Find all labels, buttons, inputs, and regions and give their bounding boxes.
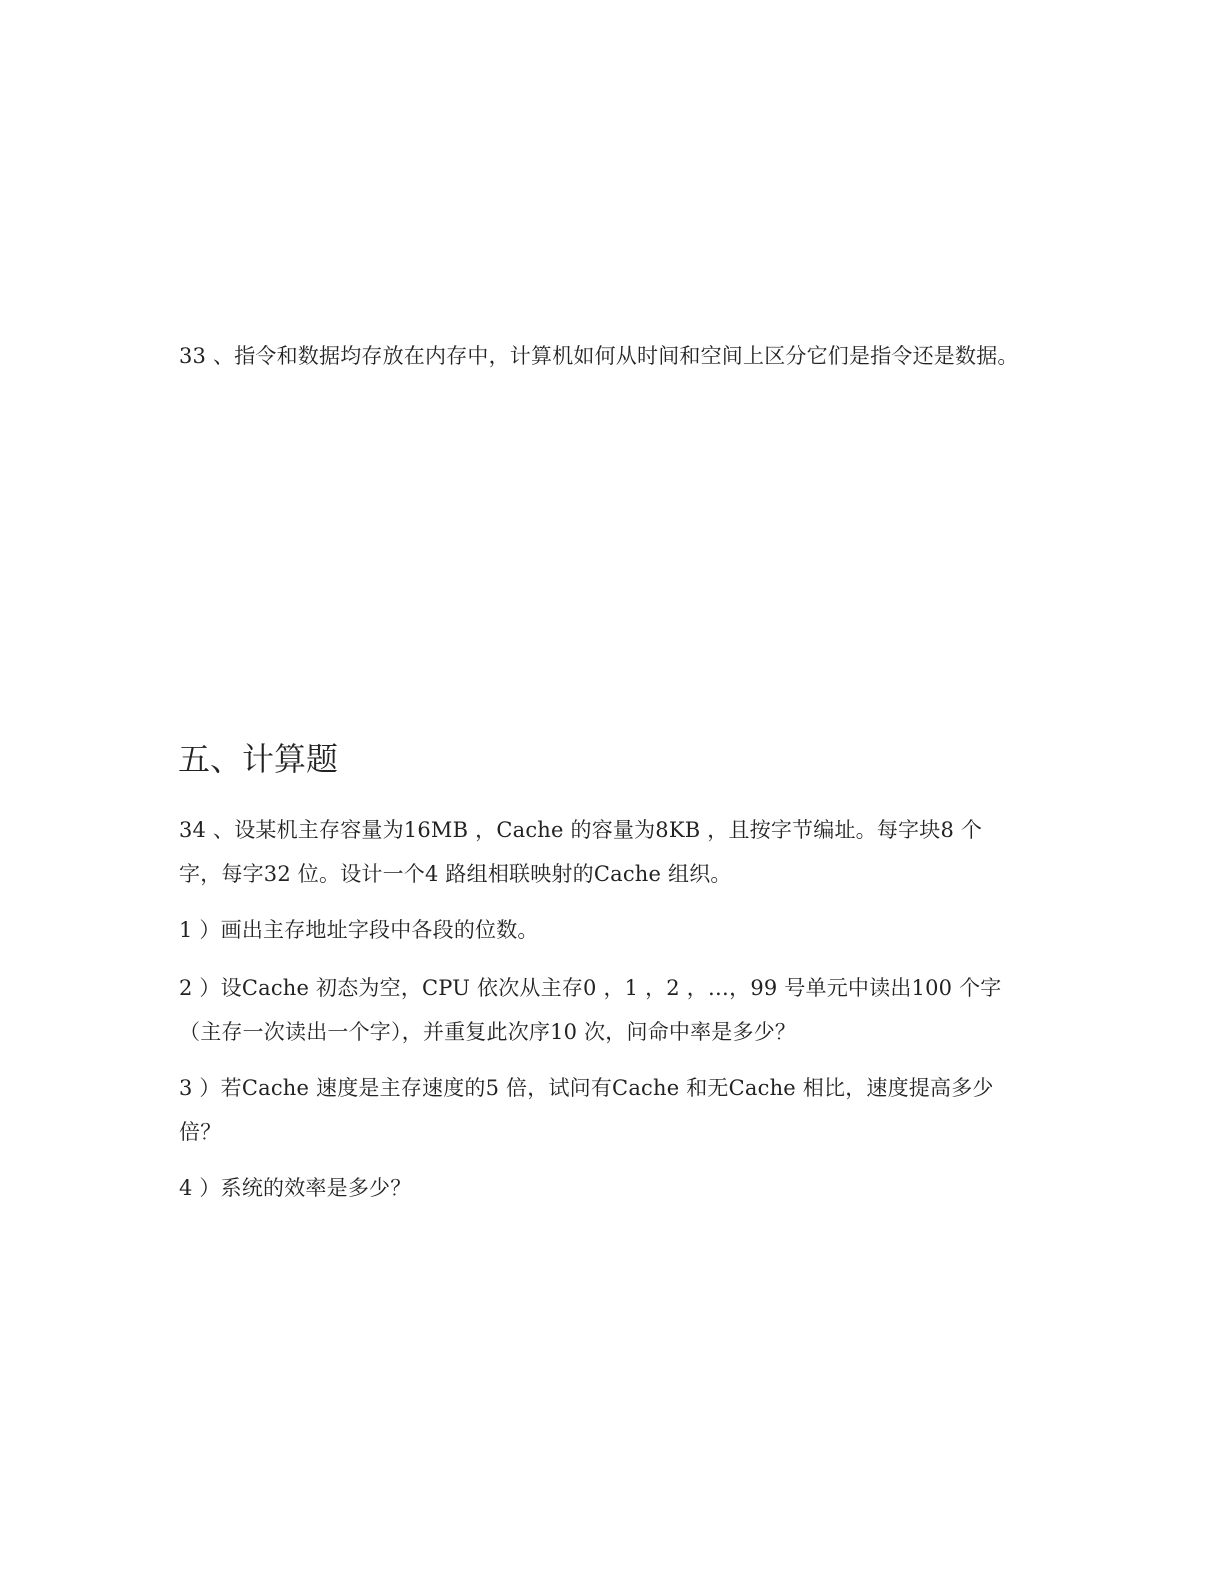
sub-question-2-line-2: （主存一次读出一个字），并重复此次序10 次，问命中率是多少？ — [179, 1020, 797, 1044]
sub-question-2-line-1: 2 ）设Cache 初态为空，CPU 依次从主存0 ，1 ，2 ，…，99 号单元中读出100 个字 — [179, 976, 1002, 1000]
sub-question-1: 1 ）画出主存地址字段中各段的位数。 — [179, 918, 539, 942]
sub-question-3-line-2: 倍？ — [179, 1120, 222, 1144]
sub-question-2 — [179, 966, 1039, 1054]
question-34-line-2: 字，每字32 位。设计一个4 路组相联映射的Cache 组织。 — [179, 862, 732, 886]
sub-question-4: 4 ）系统的效率是多少？ — [179, 1176, 412, 1200]
section-heading: 五、计算题 — [178, 740, 339, 778]
sub-question-3 — [179, 1066, 1039, 1154]
question-33: 33 、指令和数据均存放在内存中，计算机如何从时间和空间上区分它们是指令还是数据。 — [179, 344, 1019, 368]
question-34-line-1: 34 、设某机主存容量为16MB ，Cache 的容量为8KB ，且按字节编址。每字块8 个 — [179, 818, 983, 842]
sub-question-3-line-1: 3 ）若Cache 速度是主存速度的5 倍，试问有Cache 和无Cache 相比，速度提高多少 — [179, 1076, 994, 1100]
question-34 — [179, 808, 1039, 896]
